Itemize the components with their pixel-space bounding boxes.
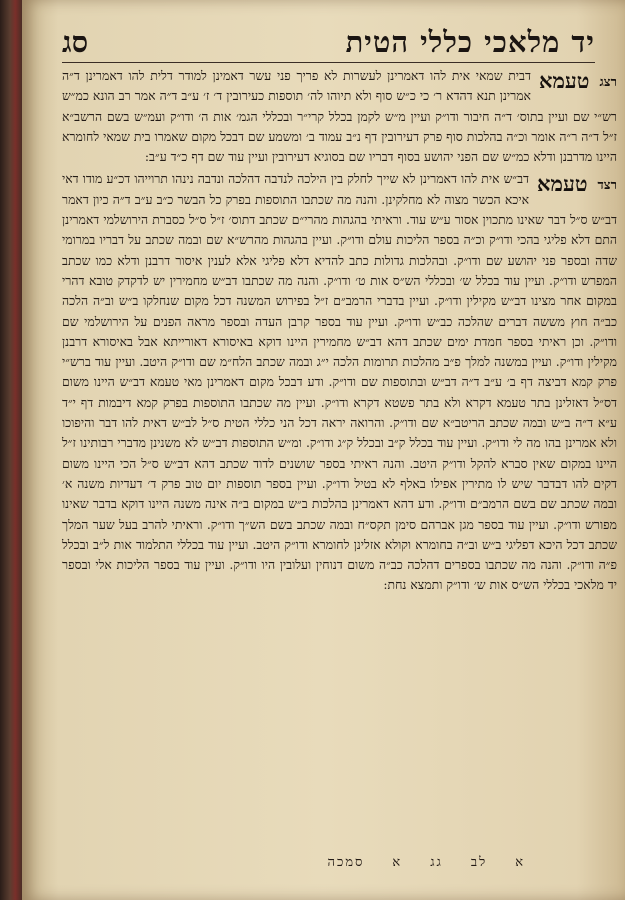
section-body: דב״ש אית להו דאמרינן לא שייך לחלק בין הילכה לנדבה דהלכה ונדבה נינהו תרוייהו דכ״ע מודו דאי איכא הכשר מצוה לא מחלקינן. והנה מה שכתבו התוספות בפרק כל הבשר כ״ב ע״ב ד״ה כיון דאמר דב״ש ס״ל דבר שאינו מתכוין אסור ע״ש עוד. וראיתי בהגהות מהרי״ם שכתב דתוס׳ ז״ל ס״ל כסברת הירושלמי דאמרינן התם דלא פליגי בהכי ודו״ק וכ״ה בספר הליכות עולם ודו״ק. ועיין בהגהות מהרש״א שם ובמה שכתב על דבריו במרומי שדה ובספר פני יהושע שם ודו״ק. ובהלכות גדולות כתב להדיא דלא פליגי אלא לענין איסור דרבנן ודלא כמו שכתב המפרש ודו״ק. ועיין עוד בכלל ש׳ ובכללי הש״ס אות ט׳ ודו״ק. והנה מה שכתבו דב״ש מחמירין יש לדקדק טובא דהרי במקום אחר מצינו דב״ש מקילין ודו״ק. ועיין בדברי הרמב״ם ז״ל בפירוש המשנה דכל מקום שנחלקו ב״ש וב״ה הלכה כב״ה חוץ מששה דברים שהלכה כב״ש ודו״ק. ועיין עוד בספר קרבן העדה ובספר מראה הפנים על הירושלמי שם ודו״ק. וכן ראיתי בספר חמדת ימים שכתב דהא דב״ש מחמירין היינו דוקא באיסורא דאורייתא אבל באיסורא דרבנן מקילין ודו״ק. ועיין במשנה למלך פ״ב מהלכות תרומות הלכה י״ג ובמה שכתב הלח״מ שם ודו״ק היטב. ועיין עוד ברש״י פרק קמא דביצה דף ב׳ ע״ב ד״ה דב״ש ובתוספות שם ודו״ק. ודע דבכל מקום דאמרינן מאי טעמא דב״ש היינו משום דס״ל דאזלינן בתר טעמא דקרא ולא בתר פשטא דקרא ודו״ק. ועיין מה שכתבו התוספות בפרק קמא דיבמות דף י״ד ע״א ד״ה ב״ש ובמה שכתב הריטב״א שם ודו״ק. והרואה יראה דכל הני כללי הטית ס״ל לב״ש דאית להו דבר והיפוכו ולא אמרינן בהו מה לי ודו״ק. ועיין עוד בכלל ק״ב ובכלל ק״ג ודו״ק. ומ״ש התוספות דב״ש לא משנינן מדברי רבותינו ז״ל היינו במקום שאין סברא להקל ודו״ק היטב. והנה ראיתי בספר שושנים לדוד שכתב דהא דב״ש ס״ל הכי היינו משום דקים להו דבדבר שיש לו מתירין אפילו באלף לא בטיל ודו״ק. ועיין בספר תוספות יום טוב פרק ד׳ דעדיות משנה א׳ ובמה שכתב שם בשם הרמב״ם ודו״ק. ודע דהא דאמרינן בהלכות ב״ש במקום ב״ה אינה משנה היינו דוקא בדבר שאינו מפורש ודו״ק. ועיין עוד בספר מגן אברהם סימן תקס״ח ובמה שכתב בשם הש״ך ודו״ק. וראיתי להרב בעל שער המלך שכתב דכל היכא דפליגי ב״ש וב״ה בחומרא וקולא אזלינן לחומרא ודו״ק היטב. ועיין עוד בכללי התלמוד אות ל״ב ובכלל פ״ה ודו״ק. והנה מה שכתבו בספרים דהלכה כב״ה משום דנוחין ועלובין היו ודו״ק. ועיין עוד בספר הליכות אלי ובספר יד מלאכי בכללי הש״ס אות ש׳ ודו״ק ותמצא נחת: — [62, 171, 617, 593]
main-text — [62, 66, 617, 596]
header-rule — [62, 62, 595, 63]
catchword: סמכה — [327, 855, 365, 870]
signature-mark: א — [392, 855, 403, 870]
section-1 — [62, 66, 617, 167]
page-title: יד מלאכי כללי הטית — [345, 24, 595, 59]
section-label: טעמא — [538, 68, 590, 93]
book-page — [22, 0, 625, 900]
section-number: רצד — [597, 177, 617, 193]
section-body: דבית שמאי אית להו דאמרינן לעשרות לא פריך פני עשר דאמינן למודר דלית להו דאמרינן ד״ה אמרינן תנא דהדא ר׳ כי כ״ש סוף ולא תיוהו לה׳ תוספות כעירובין ד׳ ז׳ ע״ב ד״ה אמר רב הונא כמ״ש רש״י שם ועיין בתוס׳ ד״ה חיבור ודו״ק ועיין מ״ש לקמן בכלל קרי״ר ובכללי הגמ׳ אות ה׳ ודו״ק ועמ״ש בשם הרשב״א ז״ל ד״ה ר״ה אומר וכ״ה בהלכות סוף פרק דעירובין דף נ״ב עמוד ב׳ ומשמע שם דבכל מקום שאמרו בית שמאי לחומרא היינו מדרבנן ודלא כמ״ש שם הפני יהושע בסוף דבריו שם בסוגיא דעירובין ועיין עוד שם דף כ״ד ע״ב: — [62, 68, 617, 165]
section-number: רצג — [599, 74, 617, 90]
running-header — [62, 22, 595, 62]
section-heading — [537, 171, 617, 199]
signature-mark: גג — [430, 855, 443, 870]
book-binding — [0, 0, 22, 900]
section-heading — [539, 68, 617, 96]
section-2 — [62, 169, 617, 595]
page-number: סג — [62, 24, 89, 59]
signature-mark: לב — [470, 855, 488, 870]
page-footer — [142, 854, 525, 870]
signature-mark: א — [515, 855, 525, 870]
section-label: טעמא — [537, 171, 588, 197]
